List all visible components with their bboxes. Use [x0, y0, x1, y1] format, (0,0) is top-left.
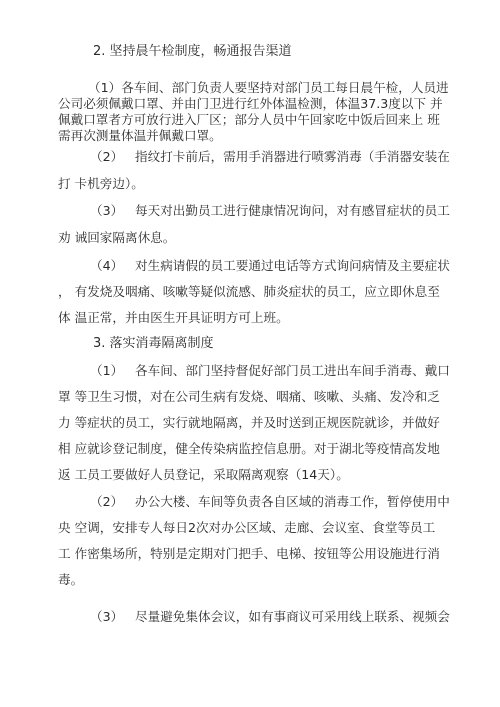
section-2-heading: 2. 坚持晨午检制度，畅通报告渠道 [93, 44, 292, 59]
s2-item1-line3: 佩戴口罩者方可放行进入厂区；部分人员中午回家吃中饭后回来上 班 [58, 112, 440, 127]
s2-item1-line1: （1）各车间、部门负责人要坚持对部门员工每日晨午检，人员进 [88, 80, 449, 95]
s3-item2-marker: （2） [90, 494, 124, 509]
s3-item2-line4: 毒。 [58, 572, 84, 587]
s2-item4-line2: ， 有发烧及咽痛、咳嗽等疑似流感、肺炎症状的员工，应立即休息至 [58, 284, 440, 299]
s3-item1-line5: 返 工员工要做好人员登记，采取隔离观察（14天）。 [58, 467, 349, 482]
s3-item1-marker: （1） [90, 363, 124, 378]
section-3-heading: 3. 落实消毒隔离制度 [93, 336, 214, 351]
s3-item1-line3: 力 等症状的员工，实行就地隔离，并及时送到正规医院就诊，并做好 [58, 415, 440, 430]
s2-item4-marker: （4） [90, 258, 124, 273]
s3-item2-line3: 工 作密集场所，特别是定期对门把手、电梯、按钮等公用设施进行消 [58, 546, 440, 561]
s3-item2-line2: 央 空调，安排专人每日2次对办公区域、走廊、会议室、食堂等员工 [58, 520, 436, 535]
s3-item1-line1: 各车间、部门坚持督促好部门员工进出车间手消毒、戴口 [135, 363, 450, 378]
s3-item1-line2: 罩 等卫生习惯，对在公司生病有发烧、咽痛、咳嗽、头痛、发冷和乏 [58, 389, 440, 404]
s3-item1-line4: 相 应就诊登记制度，健全传染病监控信息册。对于湖北等疫情高发地 [58, 441, 440, 456]
s2-item1-line2: 公司必须佩戴口罩、并由门卫进行红外体温检测，体温37.3度以下 并 [58, 96, 443, 111]
s3-item3-line1: 尽量避免集体会议，如有事商议可采用线上联系、视频会 [135, 609, 450, 624]
s2-item3-marker: （3） [90, 203, 124, 218]
s2-item4-line3: 体 温正常，并由医生开具证明方可上班。 [58, 310, 289, 325]
s3-item2-line1: 办公大楼、车间等负责各自区域的消毒工作，暂停使用中 [135, 494, 450, 509]
s2-item1-line4: 需再次测量体温并佩戴口罩。 [58, 128, 222, 143]
s2-item2-marker: （2） [90, 149, 124, 164]
s2-item4-line1: 对生病请假的员工要通过电话等方式询问病情及主要症状 [135, 258, 450, 273]
s2-item3-line2: 劝 诫回家隔离休息。 [58, 230, 176, 245]
s2-item2-line2: 打 卡机旁边）。 [58, 176, 144, 191]
s3-item3-marker: （3） [90, 609, 124, 624]
s2-item3-line1: 每天对出勤员工进行健康情况询问，对有感冒症状的员工 [135, 203, 450, 218]
s2-item2-line1: 指纹打卡前后，需用手消器进行喷雾消毒（手消器安装在 [135, 149, 450, 164]
